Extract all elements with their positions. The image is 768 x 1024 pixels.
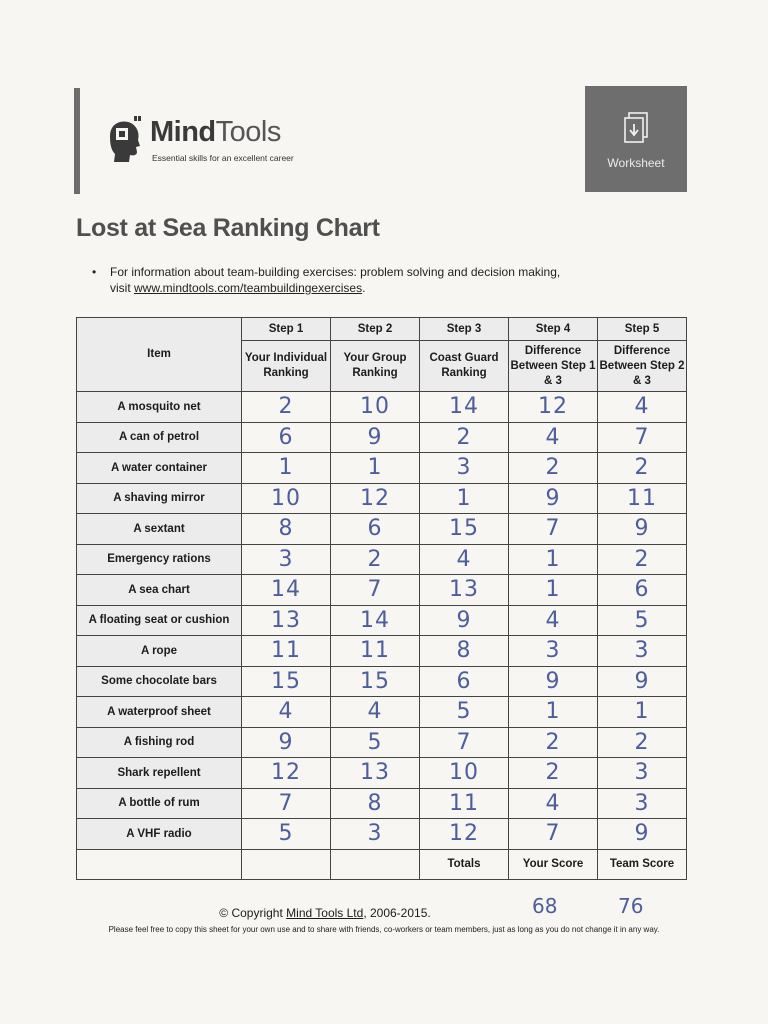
- step-3-value: 12: [420, 819, 509, 850]
- table-row: [77, 392, 687, 423]
- step-4-value: 1: [509, 697, 598, 728]
- step-1-value: 7: [242, 788, 331, 819]
- step-5-value: 11: [598, 483, 687, 514]
- step-4-value: 12: [509, 392, 598, 423]
- head-silhouette-icon: [104, 116, 142, 164]
- item-name: A floating seat or cushion: [77, 605, 242, 636]
- step-2-value: 14: [331, 605, 420, 636]
- step-5-value: 2: [598, 544, 687, 575]
- item-name: Some chocolate bars: [77, 666, 242, 697]
- item-name: A can of petrol: [77, 422, 242, 453]
- step-2-subtitle: Your Group Ranking: [331, 341, 420, 392]
- step-2-value: 10: [331, 392, 420, 423]
- step-1-value: 5: [242, 819, 331, 850]
- step-2-value: 11: [331, 636, 420, 667]
- footer-blank: [77, 849, 242, 879]
- table-row: [77, 544, 687, 575]
- table-row: [77, 758, 687, 789]
- table-row: [77, 483, 687, 514]
- item-name: A fishing rod: [77, 727, 242, 758]
- step-1-value: 14: [242, 575, 331, 606]
- step-5-value: 5: [598, 605, 687, 636]
- item-name: A waterproof sheet: [77, 697, 242, 728]
- step-3-subtitle: Coast Guard Ranking: [420, 341, 509, 392]
- team-score-value: 76: [618, 894, 644, 918]
- step-2-value: 1: [331, 453, 420, 484]
- step-1-value: 6: [242, 422, 331, 453]
- step-5-value: 6: [598, 575, 687, 606]
- step-3-value: 10: [420, 758, 509, 789]
- step-1-value: 8: [242, 514, 331, 545]
- step-2-value: 4: [331, 697, 420, 728]
- step-4-value: 4: [509, 788, 598, 819]
- item-column-header: Item: [77, 318, 242, 392]
- table-row: [77, 788, 687, 819]
- step-4-value: 4: [509, 605, 598, 636]
- info-line-2: visit www.mindtools.com/teambuildingexercises.: [110, 281, 366, 295]
- step-1-value: 11: [242, 636, 331, 667]
- step-2-value: 15: [331, 666, 420, 697]
- table-row: [77, 697, 687, 728]
- header-accent-bar: [74, 88, 80, 194]
- info-line-1: For information about team-building exercises: problem solving and decision making,: [110, 265, 561, 279]
- permission-note: Please feel free to copy this sheet for your own use and to share with friends, co-workers or team members, just as long as you do not change it in any way.: [108, 925, 660, 934]
- ranking-table: [76, 317, 687, 880]
- step-4-value: 2: [509, 727, 598, 758]
- step-2-value: 8: [331, 788, 420, 819]
- item-name: A mosquito net: [77, 392, 242, 423]
- step-5-subtitle: Difference Between Step 2 & 3: [598, 341, 687, 392]
- step-5-title: Step 5: [598, 318, 687, 341]
- table-row: [77, 819, 687, 850]
- step-4-value: 1: [509, 544, 598, 575]
- your-score-value: 68: [532, 894, 558, 918]
- step-1-value: 12: [242, 758, 331, 789]
- step-4-value: 3: [509, 636, 598, 667]
- step-2-value: 7: [331, 575, 420, 606]
- step-1-value: 10: [242, 483, 331, 514]
- step-4-title: Step 4: [509, 318, 598, 341]
- brand-tagline: Essential skills for an excellent career: [152, 153, 294, 163]
- your-score-label: Your Score: [509, 849, 598, 879]
- step-2-value: 12: [331, 483, 420, 514]
- step-3-title: Step 3: [420, 318, 509, 341]
- step-3-value: 13: [420, 575, 509, 606]
- step-5-value: 1: [598, 697, 687, 728]
- totals-label: Totals: [420, 849, 509, 879]
- step-3-value: 3: [420, 453, 509, 484]
- step-1-title: Step 1: [242, 318, 331, 341]
- item-name: A VHF radio: [77, 819, 242, 850]
- page-title: Lost at Sea Ranking Chart: [76, 214, 380, 242]
- table-row: [77, 575, 687, 606]
- step-1-value: 2: [242, 392, 331, 423]
- step-3-value: 6: [420, 666, 509, 697]
- step-4-value: 7: [509, 819, 598, 850]
- step-5-value: 9: [598, 514, 687, 545]
- step-1-value: 4: [242, 697, 331, 728]
- step-1-value: 3: [242, 544, 331, 575]
- step-2-value: 6: [331, 514, 420, 545]
- table-row: [77, 514, 687, 545]
- step-1-value: 9: [242, 727, 331, 758]
- footer-blank: [242, 849, 331, 879]
- step-5-value: 4: [598, 392, 687, 423]
- step-4-value: 1: [509, 575, 598, 606]
- step-4-subtitle: Difference Between Step 1 & 3: [509, 341, 598, 392]
- step-5-value: 7: [598, 422, 687, 453]
- mindtools-link[interactable]: Mind Tools Ltd: [286, 906, 364, 920]
- step-2-value: 9: [331, 422, 420, 453]
- step-2-title: Step 2: [331, 318, 420, 341]
- step-5-value: 9: [598, 819, 687, 850]
- step-5-value: 2: [598, 727, 687, 758]
- step-3-value: 14: [420, 392, 509, 423]
- footer-blank: [331, 849, 420, 879]
- step-3-value: 7: [420, 727, 509, 758]
- step-5-value: 9: [598, 666, 687, 697]
- step-4-value: 9: [509, 483, 598, 514]
- step-4-value: 7: [509, 514, 598, 545]
- mindtools-logo: [104, 108, 364, 168]
- table-row: [77, 636, 687, 667]
- step-3-value: 4: [420, 544, 509, 575]
- step-5-value: 3: [598, 758, 687, 789]
- table-row: [77, 666, 687, 697]
- step-3-value: 11: [420, 788, 509, 819]
- teambuilding-link[interactable]: www.mindtools.com/teambuildingexercises: [134, 281, 363, 295]
- item-name: Emergency rations: [77, 544, 242, 575]
- bullet-mark: •: [92, 265, 97, 279]
- table-row: [77, 422, 687, 453]
- item-name: Shark repellent: [77, 758, 242, 789]
- step-3-value: 2: [420, 422, 509, 453]
- copyright-line: © Copyright Mind Tools Ltd, 2006-2015.: [219, 906, 431, 920]
- item-name: A bottle of rum: [77, 788, 242, 819]
- step-2-value: 13: [331, 758, 420, 789]
- team-score-label: Team Score: [598, 849, 687, 879]
- step-1-value: 15: [242, 666, 331, 697]
- step-1-value: 13: [242, 605, 331, 636]
- step-5-value: 3: [598, 788, 687, 819]
- step-3-value: 9: [420, 605, 509, 636]
- step-3-value: 5: [420, 697, 509, 728]
- item-name: A water container: [77, 453, 242, 484]
- worksheet-badge: [585, 86, 687, 192]
- table-row: [77, 605, 687, 636]
- item-name: A rope: [77, 636, 242, 667]
- step-5-value: 2: [598, 453, 687, 484]
- step-4-value: 4: [509, 422, 598, 453]
- item-name: A sea chart: [77, 575, 242, 606]
- step-2-value: 3: [331, 819, 420, 850]
- step-3-value: 1: [420, 483, 509, 514]
- document-download-icon: [623, 112, 651, 144]
- step-5-value: 3: [598, 636, 687, 667]
- worksheet-label: Worksheet: [607, 156, 665, 170]
- step-3-value: 8: [420, 636, 509, 667]
- table-row: [77, 727, 687, 758]
- step-2-value: 2: [331, 544, 420, 575]
- step-3-value: 15: [420, 514, 509, 545]
- step-4-value: 2: [509, 453, 598, 484]
- step-4-value: 2: [509, 758, 598, 789]
- item-name: A shaving mirror: [77, 483, 242, 514]
- step-1-value: 1: [242, 453, 331, 484]
- item-name: A sextant: [77, 514, 242, 545]
- step-2-value: 5: [331, 727, 420, 758]
- step-4-value: 9: [509, 666, 598, 697]
- step-1-subtitle: Your Individual Ranking: [242, 341, 331, 392]
- brand-name: MindTools: [150, 116, 281, 148]
- table-row: [77, 453, 687, 484]
